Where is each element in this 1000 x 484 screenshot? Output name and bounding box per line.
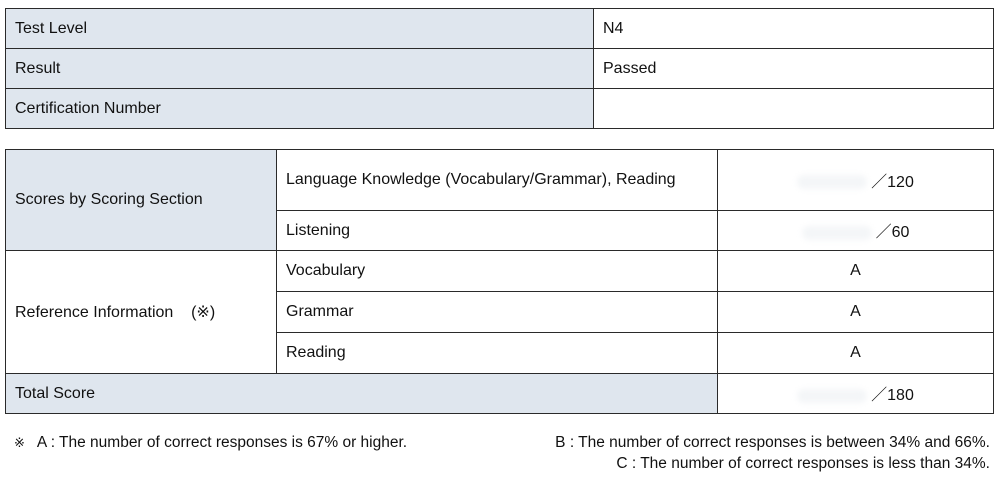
redacted-value — [797, 389, 867, 403]
footnote-c: C : The number of correct responses is less than 34%. — [616, 455, 990, 472]
table-row — [6, 251, 994, 292]
listening-score — [718, 211, 994, 251]
redacted-value — [797, 175, 867, 189]
grammar-grade: A — [718, 292, 994, 333]
certification-number-label: Certification Number — [6, 89, 594, 129]
total-score-label: Total Score — [6, 374, 718, 414]
table-row — [6, 150, 994, 211]
language-knowledge-max: ／120 — [871, 173, 914, 191]
footnote-a: A : The number of correct responses is 67% or higher. — [36, 434, 408, 451]
language-knowledge-label: Language Knowledge (Vocabulary/Grammar), Reading — [277, 150, 718, 211]
listening-label: Listening — [277, 211, 718, 251]
footnote-b: B : The number of correct responses is between 34% and 66%. — [555, 434, 990, 451]
reference-information-label — [6, 251, 277, 374]
table-row — [6, 89, 994, 129]
footnote-mark: ※ — [14, 435, 25, 450]
test-level-label: Test Level — [6, 9, 594, 49]
result-info-table — [5, 8, 994, 129]
reading-label: Reading — [277, 333, 718, 374]
listening-max: ／60 — [875, 224, 910, 241]
footnote-a-wrap — [14, 432, 407, 453]
result-value: Passed — [594, 49, 994, 89]
footnote — [14, 432, 990, 474]
certification-number-value — [594, 89, 994, 129]
result-label: Result — [6, 49, 594, 89]
scores-table — [5, 149, 994, 414]
reference-information-text: Reference Information — [15, 304, 174, 321]
grammar-label: Grammar — [277, 292, 718, 333]
vocabulary-grade: A — [718, 251, 994, 292]
footnote-line-1 — [14, 432, 990, 453]
table-row — [6, 49, 994, 89]
total-score-max: ／180 — [871, 387, 914, 404]
reference-mark: (※) — [191, 304, 216, 321]
redacted-value — [802, 226, 872, 240]
language-knowledge-score — [718, 150, 994, 211]
table-row — [6, 9, 994, 49]
total-score — [718, 374, 994, 414]
scores-by-section-label: Scores by Scoring Section — [6, 150, 277, 251]
reading-grade: A — [718, 333, 994, 374]
vocabulary-label: Vocabulary — [277, 251, 718, 292]
test-level-value: N4 — [594, 9, 994, 49]
table-row — [6, 374, 994, 414]
